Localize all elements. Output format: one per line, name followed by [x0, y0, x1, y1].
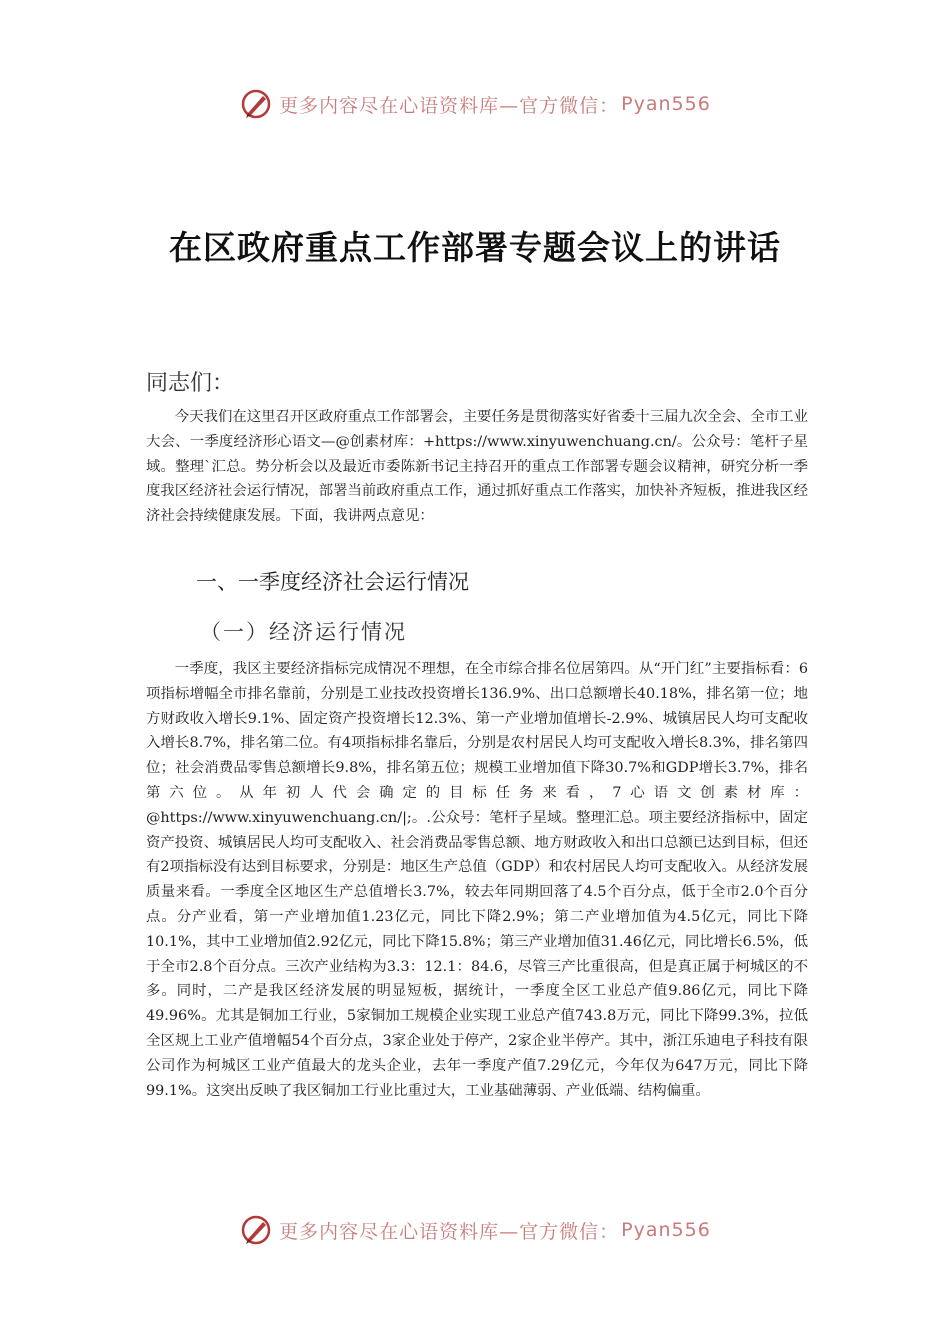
footer-banner [0, 1210, 950, 1250]
banner-text: 更多内容尽在心语资料库—官方微信： [279, 1220, 620, 1243]
subsection-heading: （一）经济运行情况 [200, 620, 407, 644]
section-heading: 一、一季度经济社会运行情况 [196, 570, 469, 594]
pen-circle-logo-icon [239, 1213, 273, 1247]
pen-circle-logo-icon [239, 87, 273, 121]
banner-wechat-id: Pyan556 [621, 93, 711, 115]
banner-text: 更多内容尽在心语资料库—官方微信： [279, 94, 620, 117]
header-banner [0, 84, 950, 124]
salutation: 同志们： [146, 371, 235, 396]
banner-wechat-id: Pyan556 [621, 1219, 711, 1241]
economy-paragraph: 一季度，我区主要经济指标完成情况不理想，在全市综合排名位居第四。从“开门红”主要指标看：6项指标增幅全市排名靠前，分别是工业技改投资增长136.9%、出口总额增长40.18%，排名第一位；地方财政收入增长9.1%、固定资产投资增长12.3%、第一产业增加值增长-2.9%、城镇居民人均可支配收入增长8.7%，排名第二位。有4项指标排名靠后，分别是农村居民人均可支配收入增长8.3%，排名第四位；社会消费品零售总额增长9.8%，排名第五位；规模工业增加值下降30.7%和GDP增长3.7%，排名第六位。从年初人代会确定的目标任务来看，7心语文创素材库：@https://www.xinyuwenchuang.cn/|;。.公众号：笔杆子星域。整理汇总。项主要经济指标中，固定资产投资、城镇居民人均可支配收入、社会消费品零售总额、地方财政收入和出口总额已达到目标，但还有2项指标没有达到目标要求，分别是：地区生产总值（GDP）和农村居民人均可支配收入。从经济发展质量来看。一季度全区地区生产总值增长3.7%，较去年同期回落了4.5个百分点，低于全市2.0个百分点。分产业看，第一产业增加值1.23亿元，同比下降2.9%；第二产业增加值为4.5亿元，同比下降10.1%，其中工业增加值2.92亿元，同比下降15.8%；第三产业增加值31.46亿元，同比增长6.5%，低于全市2.8个百分点。三次产业结构为3.3：12.1：84.6，尽管三产比重很高，但是真正属于柯城区的不多。同时，二产是我区经济发展的明显短板，据统计，一季度全区工业总产值9.86亿元，同比下降49.96%。尤其是铜加工行业，5家铜加工规模企业实现工业总产值743.8万元，同比下降99.3%，拉低全区规上工业产值增幅54个百分点，3家企业处于停产，2家企业半停产。其中，浙江乐迪电子科技有限公司作为柯城区工业产值最大的龙头企业，去年一季度产值7.29亿元，今年仅为647万元，同比下降99.1%。这突出反映了我区铜加工行业比重过大，工业基础薄弱、产业低端、结构偏重。 [146, 661, 808, 1099]
document-title: 在区政府重点工作部署专题会议上的讲话 [169, 228, 781, 267]
intro-paragraph: 今天我们在这里召开区政府重点工作部署会，主要任务是贯彻落实好省委十三届九次全会、全市工业大会、一季度经济形心语文—@创素材库：+https://www.xinyuwenchuang.cn/。公众号：笔杆子星域。整理`汇总。势分析会以及最近市委陈新书记主持召开的重点工作部署专题会议精神，研究分析一季度我区经济社会运行情况，部署当前政府重点工作，通过抓好重点工作落实，加快补齐短板，推进我区经济社会持续健康发展。下面，我讲两点意见： [146, 409, 808, 525]
